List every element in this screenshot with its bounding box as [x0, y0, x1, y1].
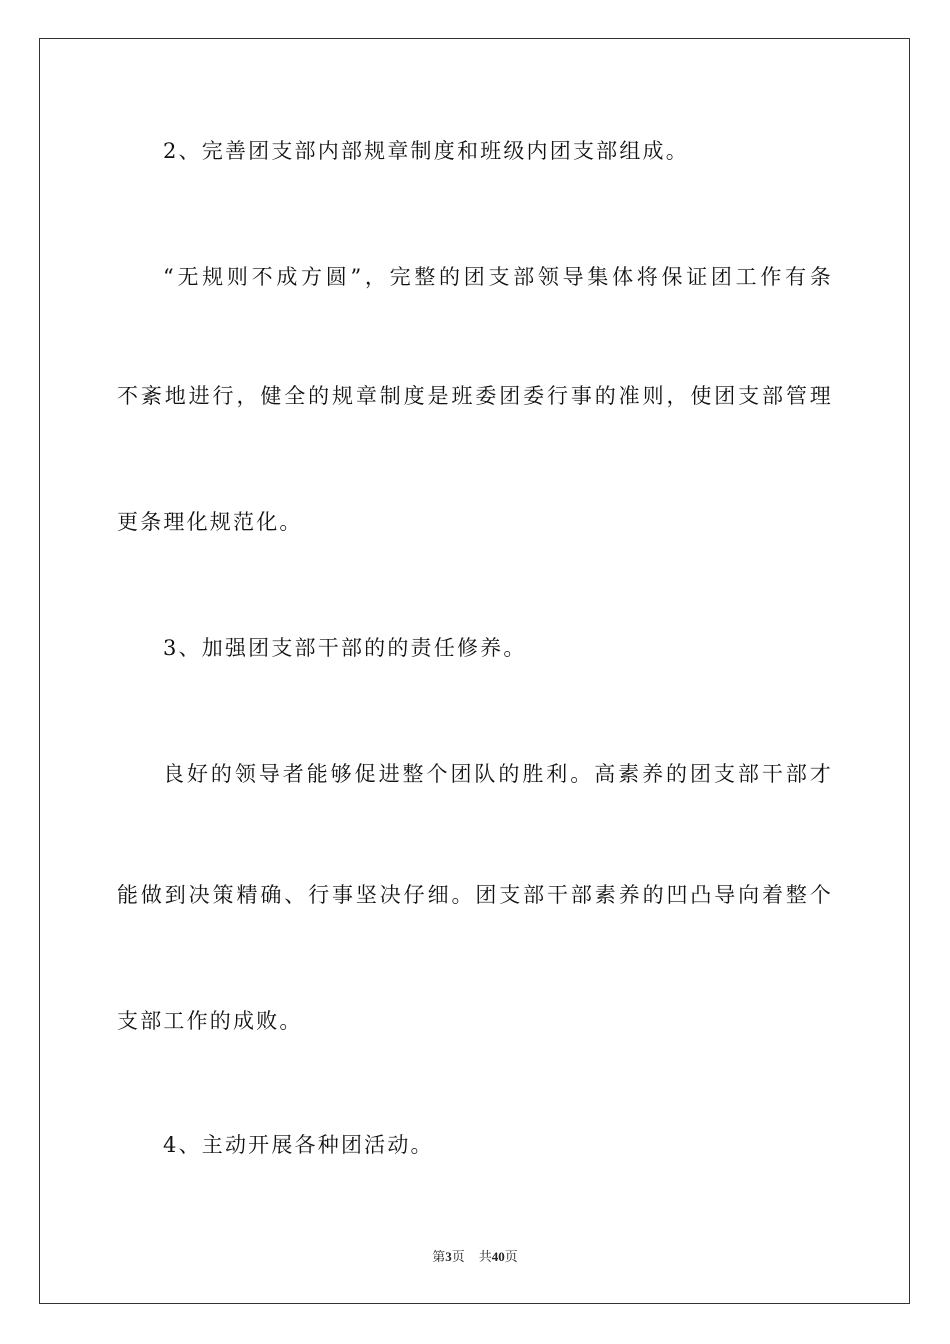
- page-prefix: 第: [432, 1249, 446, 1264]
- heading-item-2: 2、完善团支部内部规章制度和班级内团支部组成。: [163, 139, 689, 163]
- page-footer: [0, 1248, 950, 1266]
- paragraph-line: 更条理化规范化。: [117, 510, 303, 534]
- page-suffix: 页: [451, 1249, 465, 1264]
- paragraph-line: 能做到决策精确、行事坚决仔细。团支部干部素养的凹凸导向着整个: [117, 883, 833, 907]
- paragraph-line: 不紊地进行，健全的规章制度是班委团委行事的准则，使团支部管理: [117, 384, 833, 408]
- page-number: 3: [445, 1249, 452, 1264]
- paragraph-line: 良好的领导者能够促进整个团队的胜利。高素养的团支部干部才: [163, 762, 833, 786]
- total-prefix: 共: [478, 1249, 492, 1264]
- paragraph-line: “无规则不成方圆”，完整的团支部领导集体将保证团工作有条: [163, 265, 833, 289]
- page-border: [39, 38, 910, 1304]
- heading-item-4: 4、主动开展各种团活动。: [163, 1133, 434, 1157]
- total-suffix: 页: [504, 1249, 518, 1264]
- heading-item-3: 3、加强团支部干部的的责任修养。: [163, 636, 527, 660]
- total-pages: 40: [491, 1249, 505, 1264]
- paragraph-line: 支部工作的成败。: [117, 1009, 303, 1033]
